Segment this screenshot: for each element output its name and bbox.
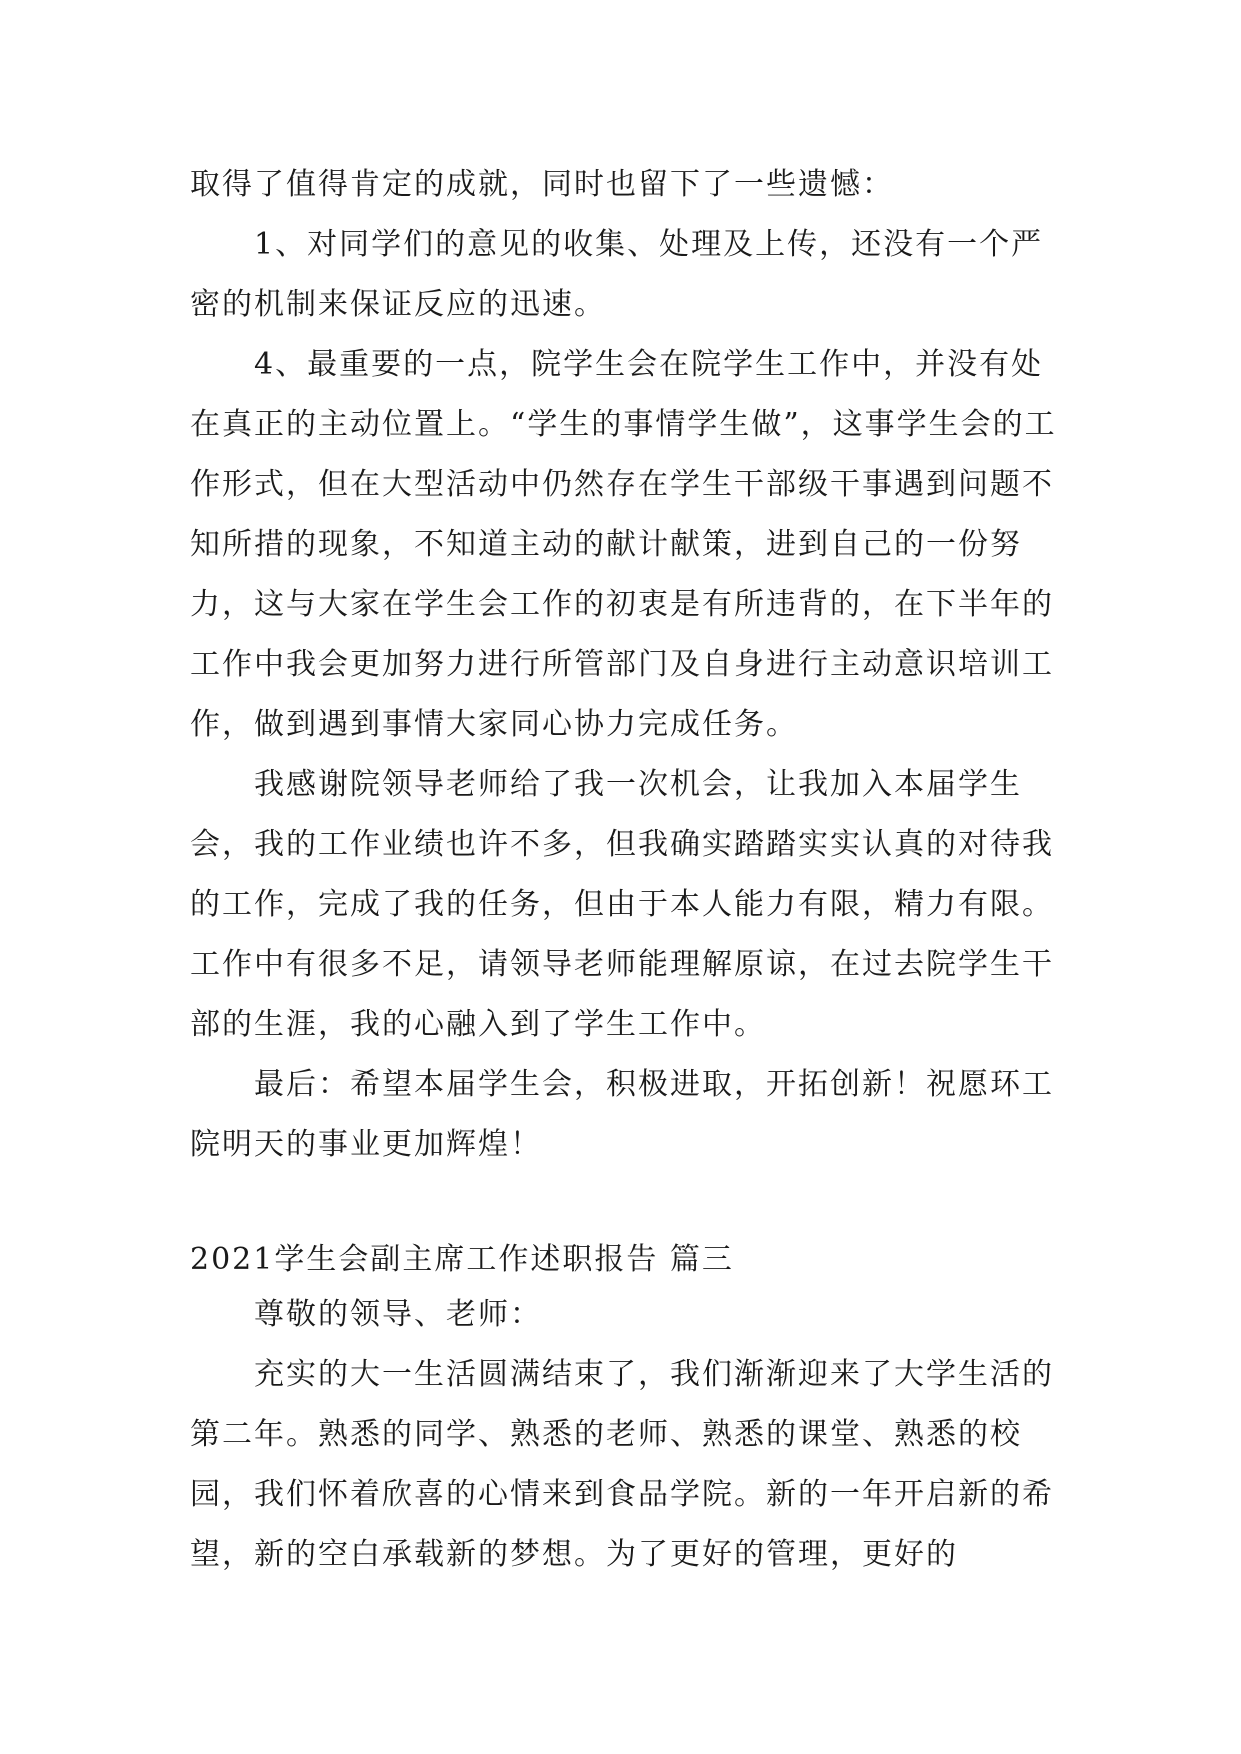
paragraph-item-1: 1、对同学们的意见的收集、处理及上传，还没有一个严密的机制来保证反应的迅速。	[190, 227, 1044, 322]
paragraph-closing-wishes: 最后：希望本届学生会，积极进取，开拓创新！祝愿环工院明天的事业更加辉煌！	[190, 1067, 1054, 1162]
section-spacer	[190, 1175, 1060, 1235]
salutation: 尊敬的领导、老师：	[254, 1297, 542, 1332]
paragraph-second-year: 充实的大一生活圆满结束了，我们渐渐迎来了大学生活的第二年。熟悉的同学、熟悉的老师、熟悉的课堂、熟悉的校园，我们怀着欣喜的心情来到食品学院。新的一年开启新的希望，新的空白承载新的梦想。为了更好的管理，更好的	[190, 1357, 1054, 1572]
document-page	[190, 155, 1060, 1585]
paragraph-regrets-intro: 取得了值得肯定的成就，同时也留下了一些遗憾：	[190, 167, 894, 202]
section-heading: 2021学生会副主席工作述职报告 篇三	[190, 1242, 734, 1277]
paragraph-item-4: 4、最重要的一点，院学生会在院学生工作中，并没有处在真正的主动位置上。“学生的事情学生做”，这事学生会的工作形式，但在大型活动中仍然存在学生干部级干事遇到问题不知所措的现象，不知道主动的献计献策，进到自己的一份努力，这与大家在学生会工作的初衷是有所违背的，在下半年的工作中我会更加努力进行所管部门及自身进行主动意识培训工作，做到遇到事情大家同心协力完成任务。	[190, 347, 1057, 742]
paragraph-thanks: 我感谢院领导老师给了我一次机会，让我加入本届学生会，我的工作业绩也许不多，但我确实踏踏实实认真的对待我的工作，完成了我的任务，但由于本人能力有限，精力有限。工作中有很多不足，请领导老师能理解原谅，在过去院学生干部的生涯，我的心融入到了学生工作中。	[190, 767, 1054, 1042]
